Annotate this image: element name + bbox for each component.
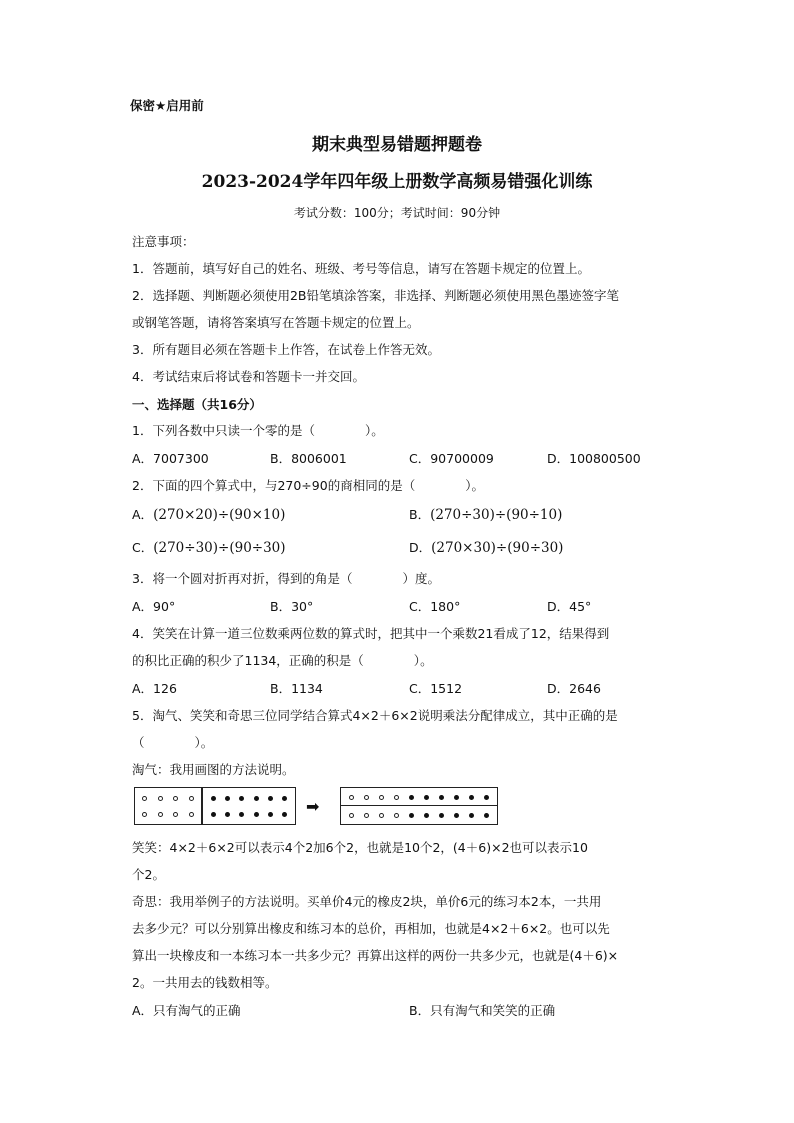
q2-c-expression: (270÷30)÷(90÷30) <box>153 540 286 556</box>
combined-dot-box <box>340 787 498 825</box>
q5-option-a: A．只有淘气的正确 <box>132 1003 241 1018</box>
filled-dot-box <box>202 787 296 825</box>
confidential-label: 保密★启用前 <box>130 98 204 113</box>
q2-a-label: A． <box>132 507 154 522</box>
q2-a-expression: (270×20)÷(90×10) <box>153 507 286 523</box>
q3-option-c: C．180° <box>409 599 461 614</box>
notice-item: 3．所有题目必须在答题卡上作答，在试卷上作答无效。 <box>132 342 440 357</box>
q2-c-label: C． <box>132 540 154 555</box>
taoqi-statement: 淘气：我用画图的方法说明。 <box>132 762 295 777</box>
notice-item: 2．选择题、判断题必须使用2B铅笔填涂答案，非选择、判断题必须使用黑色墨迹签字笔 <box>132 288 619 303</box>
paper-title: 期末典型易错题押题卷 <box>312 135 482 155</box>
question-2-stem: 2．下面的四个算式中，与270÷90的商相同的是（ ）。 <box>132 478 484 493</box>
q3-option-d: D．45° <box>547 599 592 614</box>
qisi-statement-line3: 算出一块橡皮和一本练习本一共多少元？再算出这样的两份一共多少元，也就是(4＋6)× <box>132 948 619 963</box>
q4-option-a: A．126 <box>132 681 177 696</box>
q2-d-label: D． <box>409 540 432 555</box>
q3-option-a: A．90° <box>132 599 176 614</box>
q2-option-d <box>409 538 563 556</box>
question-1-stem: 1．下列各数中只读一个零的是（ ）。 <box>132 423 384 438</box>
question-4-stem-line1: 4．笑笑在计算一道三位数乘两位数的算式时，把其中一个乘数21看成了12，结果得到 <box>132 626 610 641</box>
notice-item: 或钢笔答题，请将答案填写在答题卡规定的位置上。 <box>132 315 420 330</box>
xiaoxiao-statement-line1: 笑笑：4×2＋6×2可以表示4个2加6个2，也就是10个2，(4＋6)×2也可以表示10 <box>132 840 588 855</box>
q1-option-d: D．100800500 <box>547 451 641 466</box>
arrow-right-icon: ➡ <box>306 797 320 816</box>
q1-option-a: A．7007300 <box>132 451 209 466</box>
q4-option-c: C．1512 <box>409 681 463 696</box>
q2-option-a <box>132 505 285 523</box>
q2-b-expression: (270÷30)÷(90÷10) <box>430 507 563 523</box>
qisi-statement-line1: 奇思：我用举例子的方法说明。买单价4元的橡皮2块，单价6元的练习本2本，一共用 <box>132 894 602 909</box>
xiaoxiao-statement-line2: 个2。 <box>132 867 165 882</box>
question-5-stem-line2: （ ）。 <box>132 735 214 750</box>
exam-info: 考试分数：100分；考试时间：90分钟 <box>293 206 501 220</box>
q2-option-b <box>409 505 562 523</box>
open-dot-box <box>134 787 202 825</box>
notice-heading: 注意事项： <box>132 234 195 249</box>
q2-d-expression: (270×30)÷(90÷30) <box>431 540 564 556</box>
question-4-stem-line2: 的积比正确的积少了1134，正确的积是（ ）。 <box>132 653 433 668</box>
question-3-stem: 3．将一个圆对折再对折，得到的角是（ ）度。 <box>132 571 440 586</box>
paper-subtitle: 2023-2024学年四年级上册数学高频易错强化训练 <box>201 172 593 192</box>
q3-option-b: B．30° <box>270 599 314 614</box>
notice-item: 4．考试结束后将试卷和答题卡一并交回。 <box>132 369 365 384</box>
section-heading: 一、选择题（共16分） <box>132 397 262 412</box>
q2-b-label: B． <box>409 507 431 522</box>
notice-item: 1．答题前，填写好自己的姓名、班级、考号等信息，请写在答题卡规定的位置上。 <box>132 261 590 276</box>
q5-option-b: B．只有淘气和笑笑的正确 <box>409 1003 556 1018</box>
q2-option-c <box>132 538 286 556</box>
q1-option-b: B．8006001 <box>270 451 347 466</box>
q1-option-c: C．90700009 <box>409 451 494 466</box>
qisi-statement-line4: 2。一共用去的钱数相等。 <box>132 975 278 990</box>
q4-option-d: D．2646 <box>547 681 601 696</box>
q4-option-b: B．1134 <box>270 681 323 696</box>
question-5-stem-line1: 5．淘气、笑笑和奇思三位同学结合算式4×2＋6×2说明乘法分配律成立，其中正确的是 <box>132 708 618 723</box>
qisi-statement-line2: 去多少元？可以分别算出橡皮和练习本的总价，再相加，也就是4×2＋6×2。也可以先 <box>132 921 610 936</box>
